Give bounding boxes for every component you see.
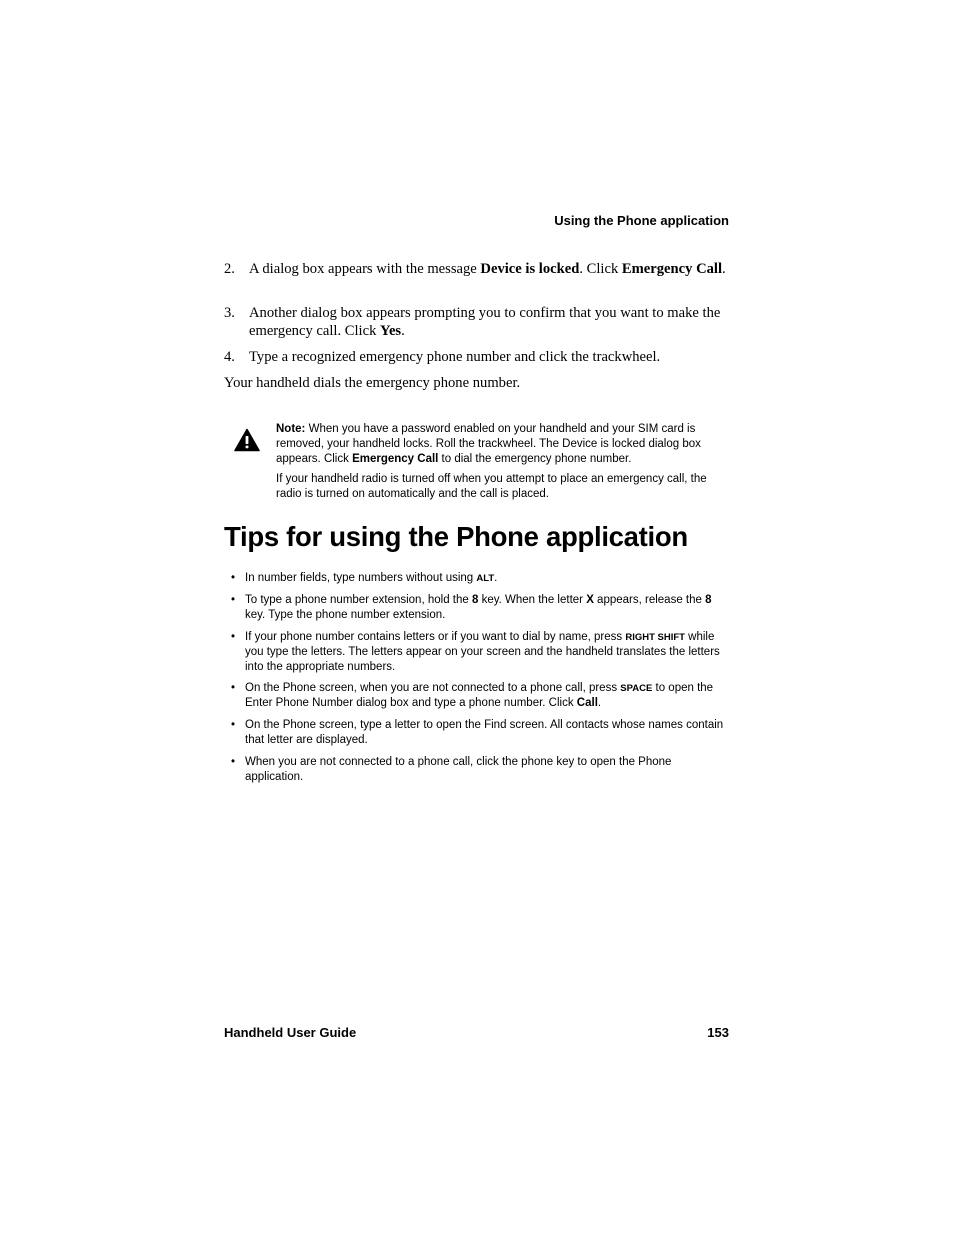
tip-item: • On the Phone screen, when you are not connected to a phone call, press SPACE to open the Enter Phone Number dialog box and type a phone number. Click Call. [231, 682, 714, 710]
tip-item: • When you are not connected to a phone call, click the phone key to open the Phone application. [231, 755, 672, 783]
tip-item: • To type a phone number extension, hold the 8 key. When the letter X appears, release the 8 key. Type the phone number extension. [231, 593, 712, 621]
note-label: Note: [276, 423, 306, 435]
key-name: SPACE [620, 683, 653, 695]
step-text: A dialog box appears with the message Device is locked. Click Emergency Call. [249, 261, 726, 277]
step-item [224, 261, 729, 279]
bullet-icon: • [231, 719, 236, 732]
tip-item: • In number fields, type numbers without using ALT. [231, 572, 498, 584]
result-text: Your handheld dials the emergency phone number. [224, 375, 521, 391]
step-number: 3. [224, 305, 235, 321]
step-item [224, 349, 729, 367]
step-item [224, 305, 729, 340]
tip-item: • On the Phone screen, type a letter to open the Find screen. All contacts whose names contain that letter are displayed. [231, 719, 724, 747]
footer-guide-title: Handheld User Guide [224, 1025, 357, 1040]
bullet-icon: • [231, 593, 236, 606]
step-text: Type a recognized emergency phone number and click the trackwheel. [249, 349, 661, 365]
bullet-icon: • [231, 755, 236, 768]
tip-item: • If your phone number contains letters or if you want to dial by name, press RIGHT SHIFT while you type the letters. The letters appear on your screen and the handheld translates the letters into the appropriate numbers. [231, 630, 720, 673]
step-number: 4. [224, 349, 235, 365]
step-text: Another dialog box appears prompting you to confirm that you want to make the emergency call. Click Yes. [249, 305, 721, 339]
note-box [276, 422, 730, 502]
bullet-icon: • [231, 630, 236, 643]
key-name: RIGHT SHIFT [625, 631, 685, 643]
note-paragraph: Note: When you have a password enabled on your handheld and your SIM card is removed, your handheld locks. Roll the trackwheel. The Device is locked dialog box appears. Click Emergency Call to dial the emergency phone number. [276, 423, 701, 466]
running-header: Using the Phone application [554, 213, 729, 228]
note-paragraph: If your handheld radio is turned off when you attempt to place an emergency call, the radio is turned on automatically and the call is placed. [276, 472, 707, 500]
bullet-icon: • [231, 572, 236, 584]
page-number: 153 [707, 1025, 729, 1040]
warning-icon [234, 428, 260, 452]
key-name: ALT [476, 573, 495, 584]
step-number: 2. [224, 261, 235, 277]
tips-list [231, 571, 731, 792]
bullet-icon: • [231, 682, 236, 695]
section-title: Tips for using the Phone application [224, 521, 688, 552]
